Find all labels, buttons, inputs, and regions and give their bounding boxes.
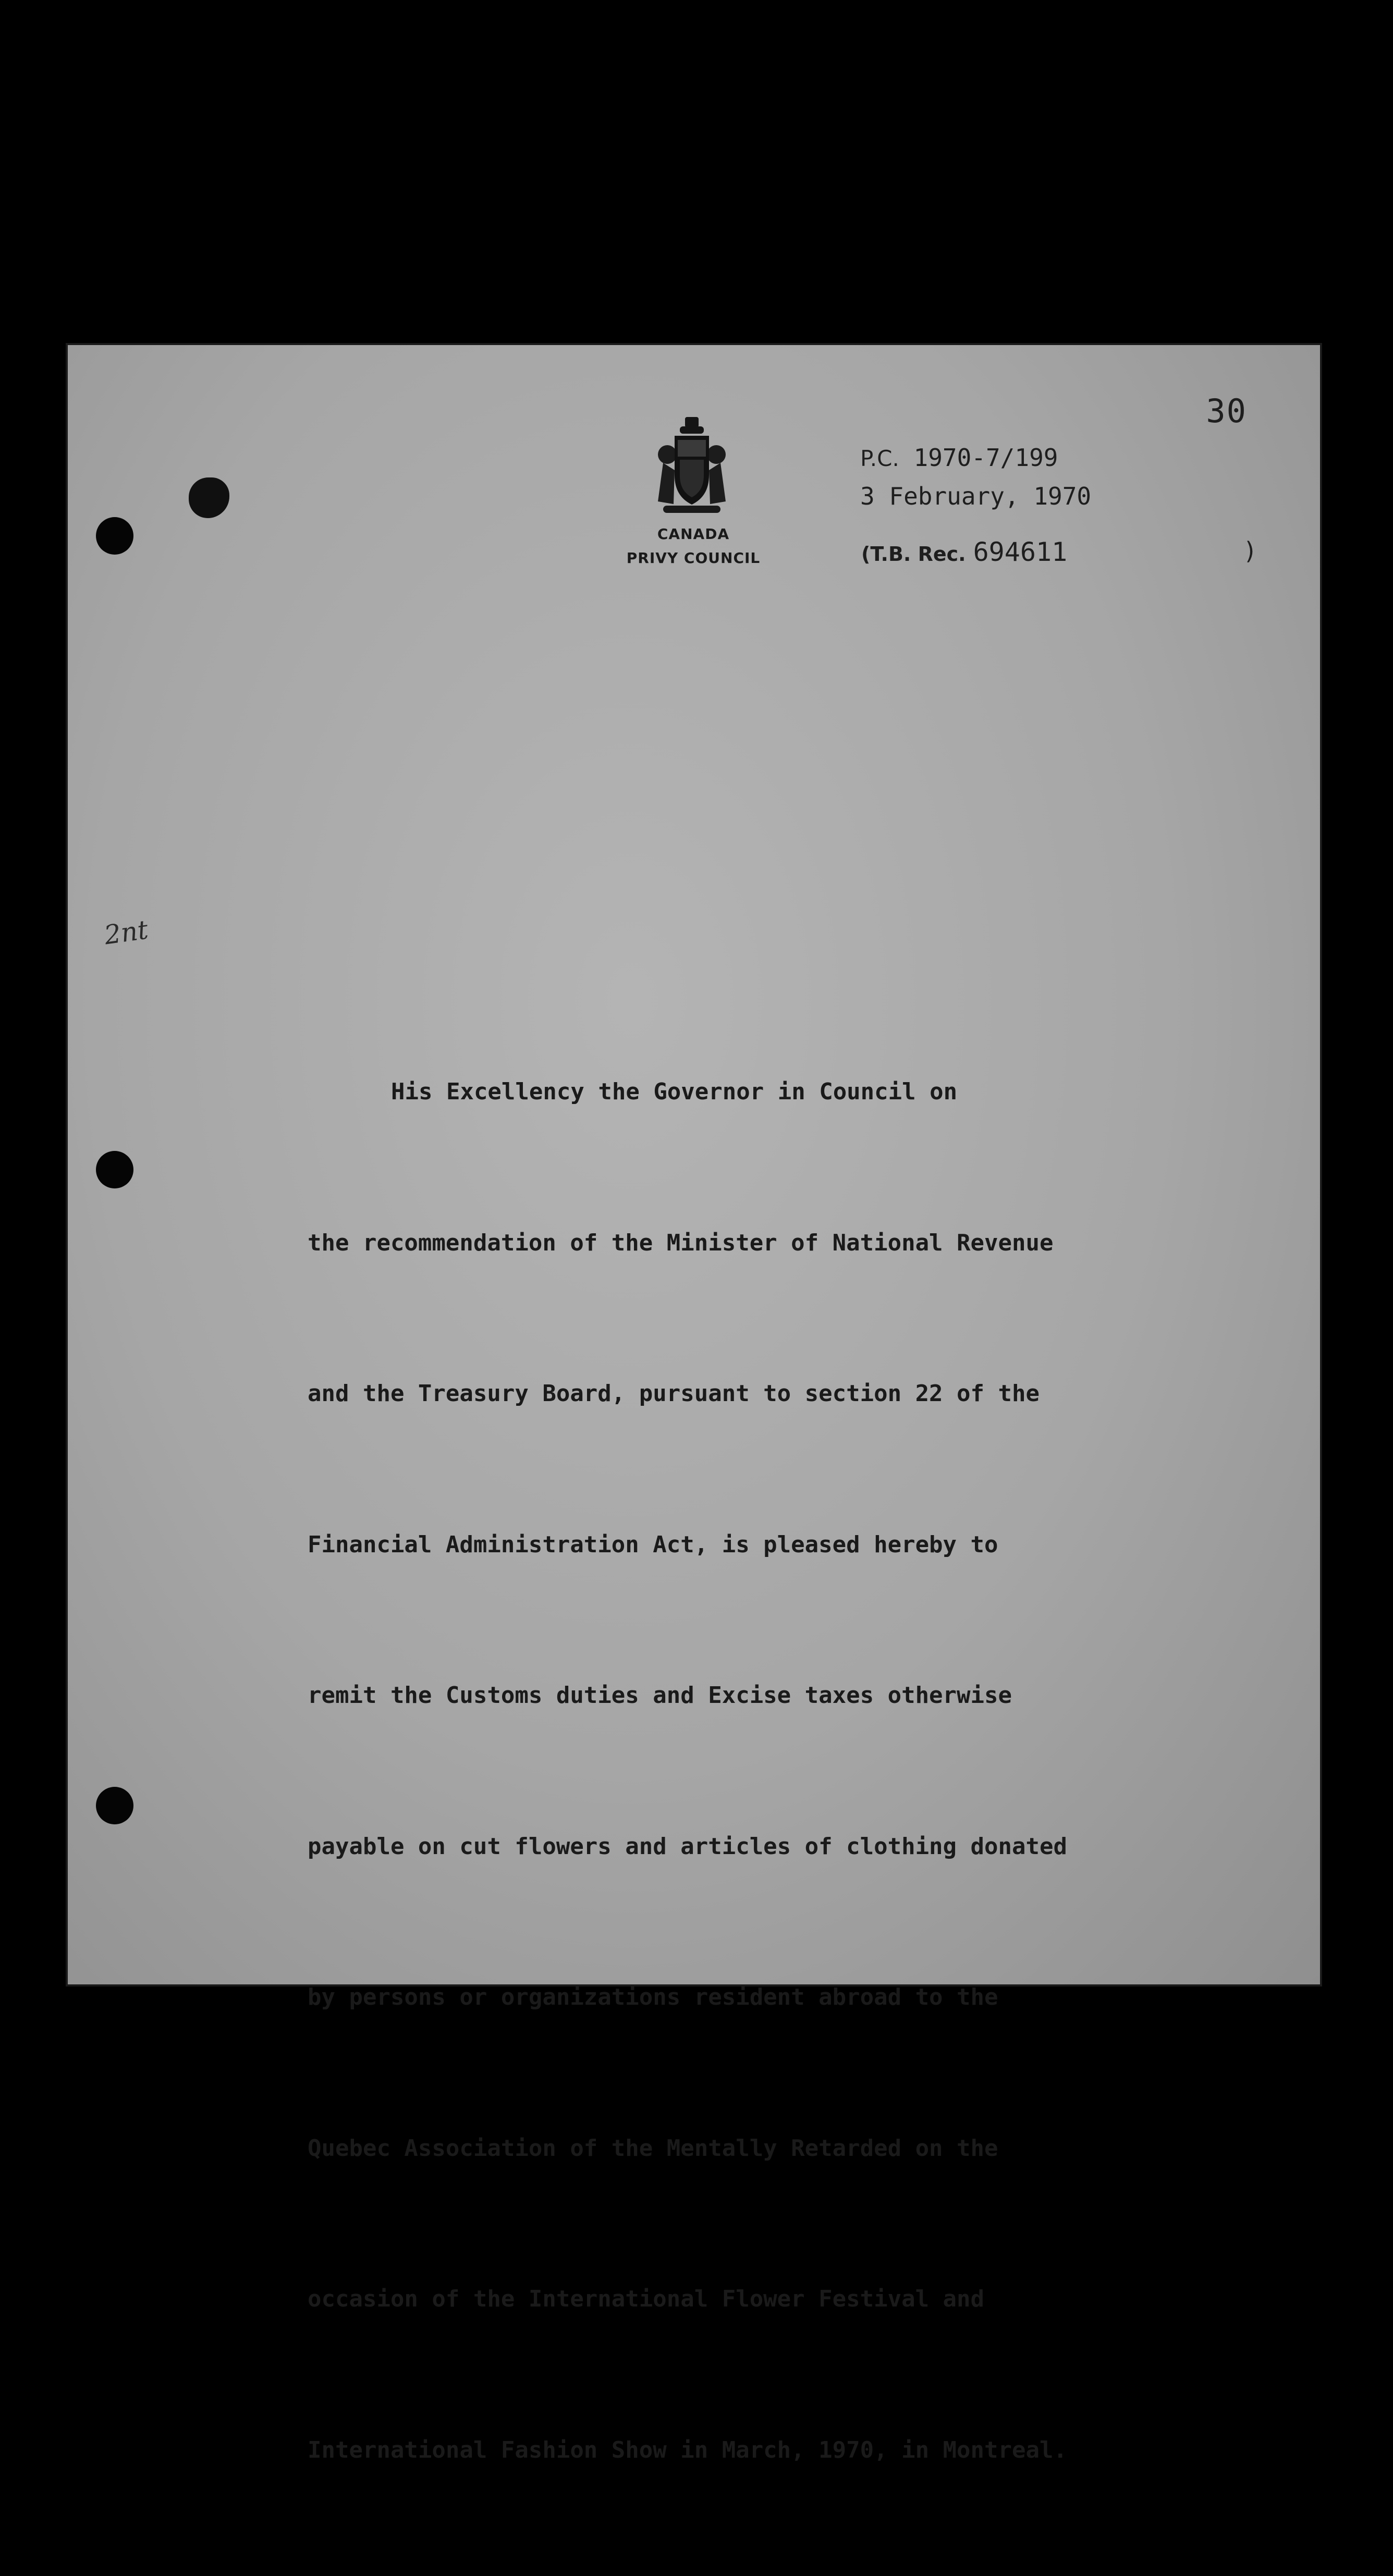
issuing-office — [610, 522, 777, 570]
tb-label: (T.B. Rec. — [861, 543, 966, 566]
body-line: by persons or organizations resident abroad to the — [308, 1984, 998, 2010]
order-number: 1970-7/199 — [913, 444, 1058, 472]
punch-hole — [96, 1787, 133, 1824]
tb-close-paren: ) — [1243, 537, 1257, 565]
punch-hole — [96, 517, 133, 555]
order-date: 3 February, 1970 — [860, 482, 1092, 510]
body-line: Financial Administration Act, is pleased hereby to — [308, 1531, 998, 1558]
body-line: International Fashion Show in March, 1970, in Montreal. — [308, 2436, 1067, 2463]
office-name: PRIVY COUNCIL — [626, 549, 761, 567]
page-number: 30 — [1206, 392, 1247, 430]
body-line: payable on cut flowers and articles of clothing donated — [308, 1833, 1067, 1860]
body-line: occasion of the International Flower Festival and — [308, 2286, 985, 2312]
tb-number: 694611 — [973, 537, 1068, 567]
order-body — [308, 966, 1246, 2576]
body-line: remit the Customs duties and Excise taxes otherwise — [308, 1682, 1012, 1709]
body-line: the recommendation of the Minister of National Revenue — [308, 1229, 1054, 1256]
order-reference — [860, 439, 1091, 515]
ink-blot — [189, 477, 229, 518]
coat-of-arms-icon — [653, 413, 731, 517]
body-line: His Excellency the Governor in Council on — [391, 1078, 958, 1105]
document-page — [68, 345, 1320, 2463]
body-line: Quebec Association of the Mentally Retarded on the — [308, 2135, 998, 2162]
treasury-board-reference — [861, 537, 1257, 567]
body-line: and the Treasury Board, pursuant to section 22 of the — [308, 1380, 1040, 1407]
punch-hole — [96, 1151, 133, 1188]
order-number-line — [860, 439, 1091, 477]
handwritten-marginal-note: 2nt — [102, 914, 150, 951]
order-label: P.C. — [860, 446, 899, 471]
country-name: CANADA — [657, 525, 730, 543]
